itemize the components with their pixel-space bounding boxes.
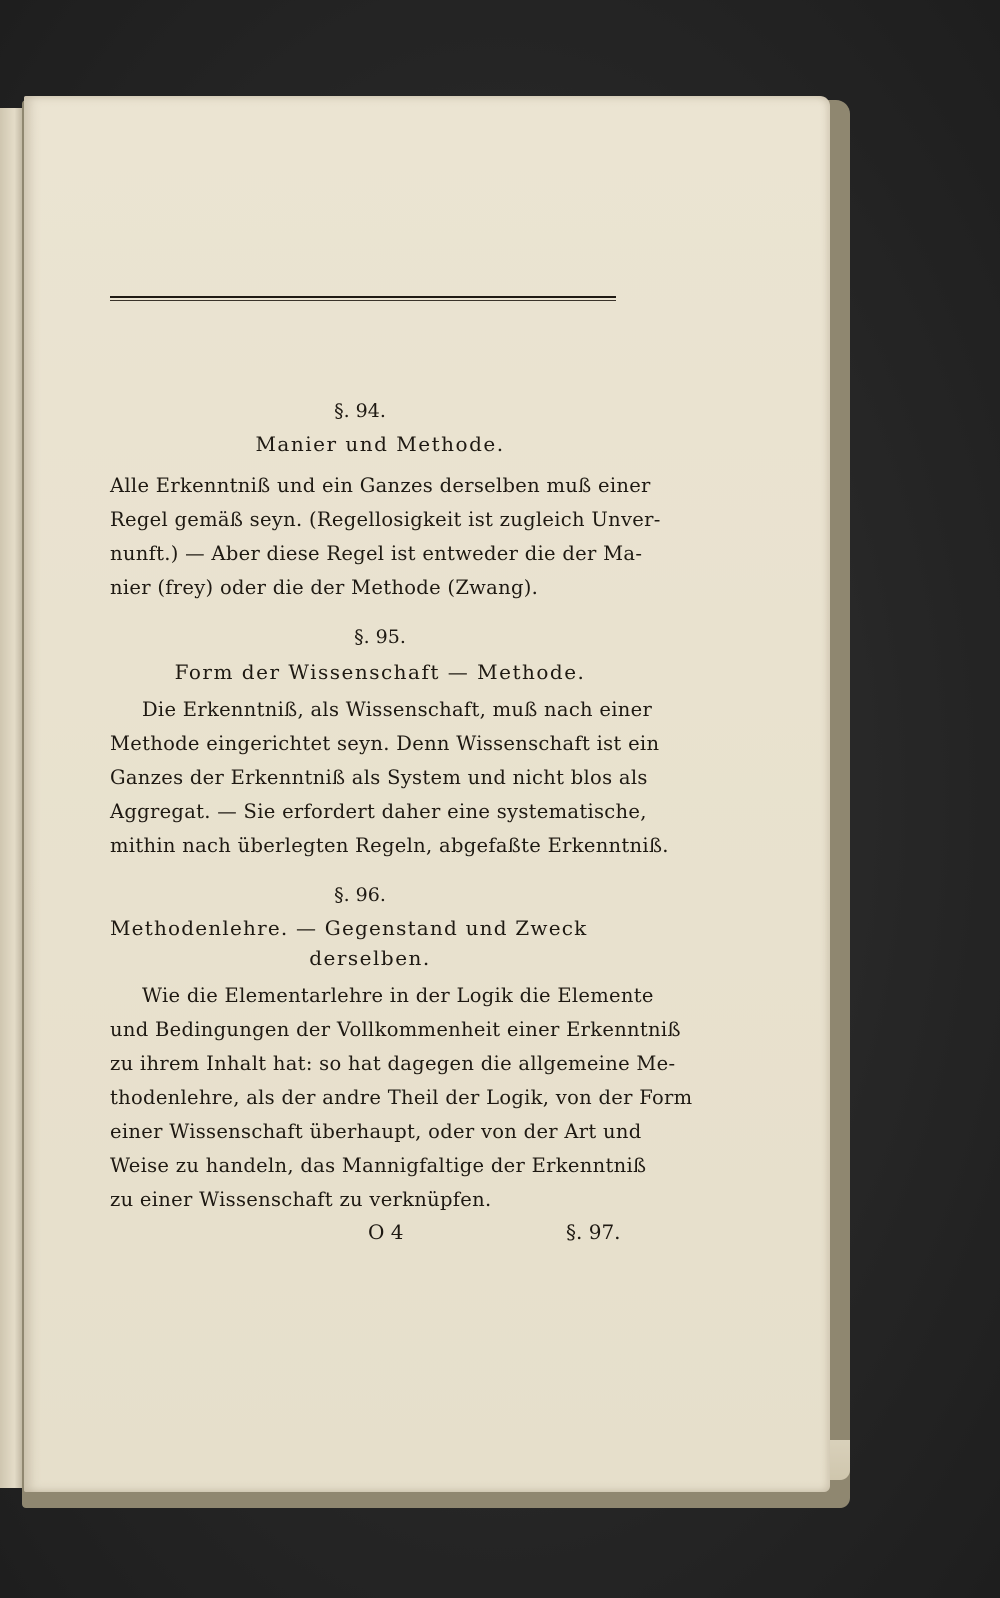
- section-96-line-2: und Bedingungen der Vollkommenheit einer Erkenntniß: [110, 1018, 681, 1041]
- section-96-line-4: thodenlehre, als der andre Theil der Logik, von der Form: [110, 1086, 693, 1109]
- section-95-heading: Form der Wissenschaft — Methode.: [174, 660, 586, 684]
- catchword: §. 97.: [566, 1220, 621, 1244]
- section-94-number: §. 94.: [334, 400, 386, 422]
- section-94-line-2: Regel gemäß seyn. (Regellosigkeit ist zugleich Unver-: [110, 508, 661, 531]
- section-96-heading-line-2: derselben.: [309, 946, 431, 970]
- section-94-line-1: Alle Erkenntniß und ein Ganzes derselben muß einer: [110, 474, 651, 497]
- section-95-line-3: Ganzes der Erkenntniß als System und nicht blos als: [110, 766, 648, 789]
- section-96-line-3: zu ihrem Inhalt hat: so hat dagegen die allgemeine Me-: [110, 1052, 676, 1075]
- section-95-line-2: Methode eingerichtet seyn. Denn Wissenschaft ist ein: [110, 732, 660, 755]
- section-96-heading-line-1: Methodenlehre. — Gegenstand und Zweck: [110, 916, 588, 940]
- section-96-line-1: Wie die Elementarlehre in der Logik die Elemente: [142, 984, 654, 1007]
- section-95-line-5: mithin nach überlegten Regeln, abgefaßte Erkenntniß.: [110, 834, 669, 857]
- header-rule: [110, 296, 616, 298]
- section-94-line-4: nier (frey) oder die der Methode (Zwang).: [110, 576, 539, 599]
- book-page: [24, 96, 830, 1492]
- section-95-line-4: Aggregat. — Sie erfordert daher eine systematische,: [110, 800, 647, 823]
- section-96-number: §. 96.: [334, 884, 386, 906]
- signature-mark: O 4: [368, 1220, 404, 1244]
- section-95-line-1: Die Erkenntniß, als Wissenschaft, muß nach einer: [142, 698, 653, 721]
- header-rule-thin: [110, 300, 616, 301]
- section-96-line-7: zu einer Wissenschaft zu verknüpfen.: [110, 1188, 492, 1211]
- section-94-line-3: nunft.) — Aber diese Regel ist entweder die der Ma-: [110, 542, 643, 565]
- section-94-heading: Manier und Methode.: [255, 432, 505, 456]
- section-96-line-5: einer Wissenschaft überhaupt, oder von der Art und: [110, 1120, 642, 1143]
- section-96-line-6: Weise zu handeln, das Mannigfaltige der Erkenntniß: [110, 1154, 647, 1177]
- section-95-number: §. 95.: [354, 626, 406, 648]
